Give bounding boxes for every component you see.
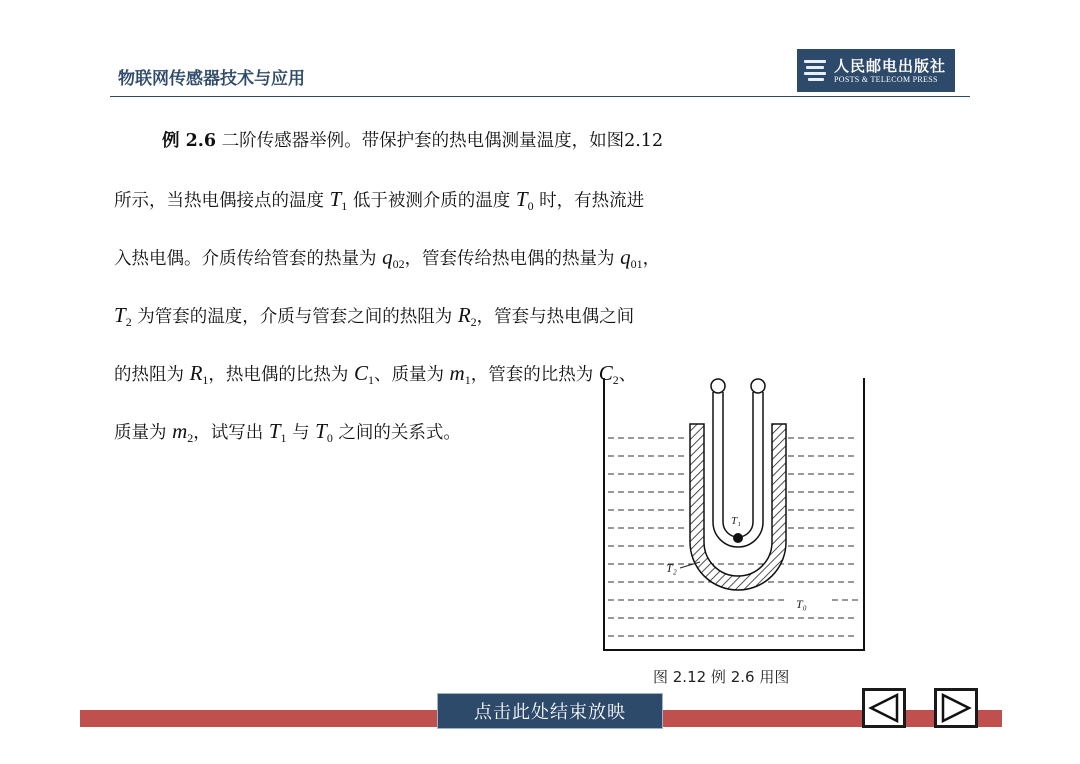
text-segment: ，热电偶的比热为 <box>208 365 354 385</box>
math-subscript: 2 <box>470 315 477 329</box>
thermocouple-junction <box>733 533 743 543</box>
publisher-logo <box>797 49 955 92</box>
math-variable: q <box>620 245 631 269</box>
math-subscript: 1 <box>464 373 471 387</box>
publisher-name-en: POSTS & TELECOM PRESS <box>834 74 938 84</box>
text-line <box>114 238 774 296</box>
label-t0: T₀ <box>796 597 807 611</box>
math-subscript: 0 <box>326 431 333 445</box>
end-show-button[interactable]: 点击此处结束放映 <box>437 693 663 729</box>
slide-title: 物联网传感器技术与应用 <box>118 69 305 89</box>
math-subscript: 0 <box>527 199 534 213</box>
text-segment: ，管套的比热为 <box>470 365 599 385</box>
math-variable: T <box>268 419 281 443</box>
figure-caption: 图 2.12 例 2.6 用图 <box>653 668 790 686</box>
text-segment: 、质量为 <box>373 365 450 385</box>
medium-lines <box>608 438 858 636</box>
text-segment: ，管套与热电偶之间 <box>476 307 635 327</box>
text-segment: 与 <box>286 423 316 443</box>
title-divider <box>110 96 970 97</box>
publisher-mark-icon <box>804 56 828 86</box>
math-subscript: 02 <box>392 257 405 271</box>
text-segment: 入热电偶。介质传给管套的热量为 <box>114 249 383 269</box>
math-subscript: 01 <box>630 257 643 271</box>
text-segment: 质量为 <box>114 423 173 443</box>
label-t2: T₂ <box>666 561 677 575</box>
text-segment: 之间的关系式。 <box>332 423 461 443</box>
text-segment: 低于被测介质的温度 <box>347 191 516 211</box>
text-line <box>114 122 774 180</box>
math-subscript: 1 <box>280 431 287 445</box>
triangle-right-icon <box>937 691 975 725</box>
math-variable: m <box>172 419 188 443</box>
math-variable: T <box>515 187 528 211</box>
next-slide-button[interactable] <box>934 688 978 728</box>
protective-sleeve <box>690 424 786 590</box>
example-label: 例 2.6 <box>162 131 217 151</box>
text-line <box>114 180 774 238</box>
math-variable: R <box>189 361 203 385</box>
prev-slide-button[interactable] <box>862 688 906 728</box>
math-variable: T <box>315 419 327 443</box>
text-segment: 所示，当热电偶接点的温度 <box>114 191 330 211</box>
text-segment: ， <box>642 249 661 269</box>
text-segment: ，试写出 <box>193 423 269 443</box>
math-subscript: 1 <box>202 373 209 387</box>
math-variable: C <box>353 361 368 385</box>
math-variable: m <box>449 361 465 385</box>
triangle-left-icon <box>865 691 903 725</box>
math-subscript: 1 <box>341 199 348 213</box>
math-variable: R <box>457 303 471 327</box>
math-subscript: 1 <box>367 373 374 387</box>
text-segment: 二阶传感器举例。带保护套的热电偶测量温度，如图2.12 <box>216 131 664 151</box>
math-variable: T <box>329 187 342 211</box>
math-variable: q <box>382 245 393 269</box>
math-variable: T <box>114 303 126 327</box>
math-subscript: 2 <box>125 315 132 329</box>
thermocouple-figure <box>596 372 880 662</box>
text-segment: ，管套传给热电偶的热量为 <box>404 249 621 269</box>
math-subscript: 2 <box>612 373 619 387</box>
wire-end-left <box>711 379 725 393</box>
math-variable: C <box>598 361 613 385</box>
math-subscript: 2 <box>187 431 194 445</box>
container-vessel <box>604 378 864 650</box>
text-line <box>114 296 774 354</box>
text-segment: 为管套的温度，介质与管套之间的热阻为 <box>131 307 458 327</box>
text-segment: 时，有热流进 <box>533 191 645 211</box>
text-segment: 、 <box>618 365 637 385</box>
text-segment: 的热阻为 <box>114 365 190 385</box>
wire-end-right <box>751 379 765 393</box>
label-t1: T₁ <box>731 515 741 527</box>
publisher-name-cn: 人民邮电出版社 <box>834 56 947 75</box>
